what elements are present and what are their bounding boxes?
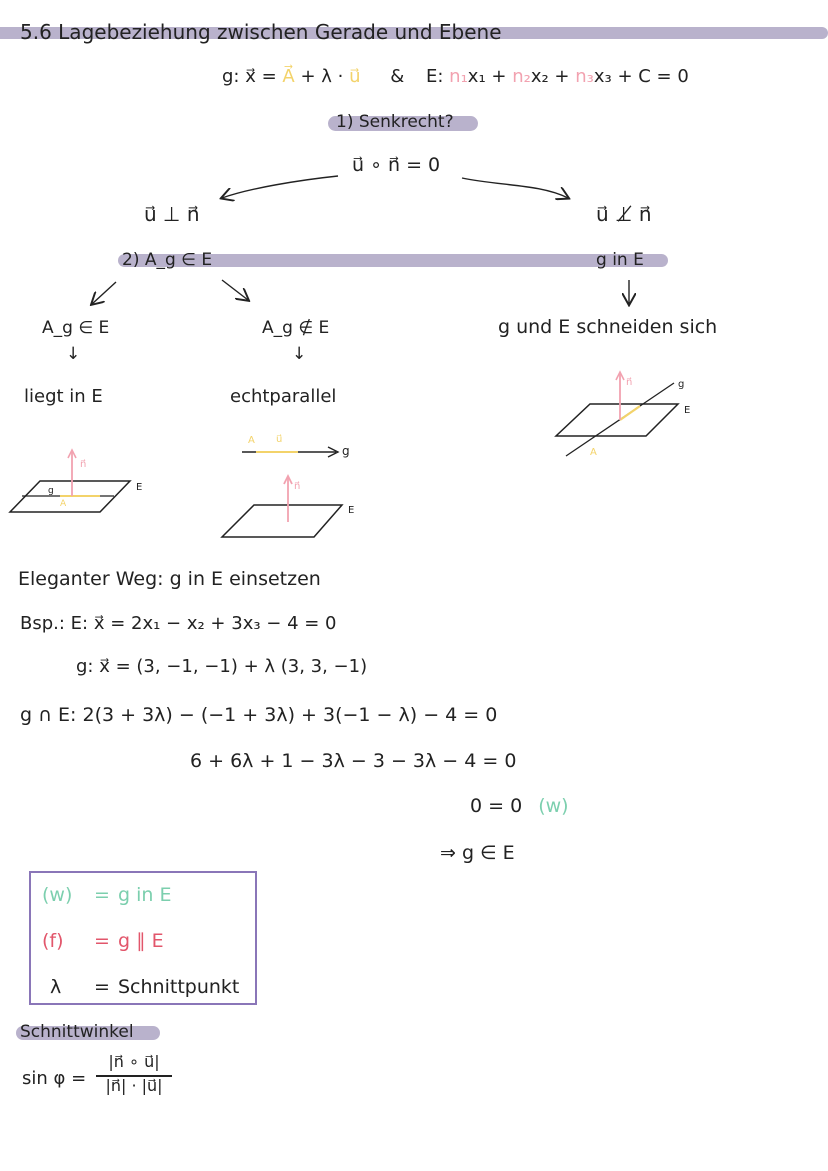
- sketch1-E-label: E: [136, 482, 143, 493]
- g-in-E-label: g in E: [596, 250, 644, 270]
- sketch1-g-label: g: [48, 486, 54, 496]
- legend-w-key: (w): [42, 884, 73, 906]
- page-title: 5.6 Lagebeziehung zwischen Gerade und Ebene: [20, 20, 502, 44]
- legend-lambda-val: Schnittpunkt: [118, 976, 240, 998]
- legend-f-key: (f): [42, 930, 64, 952]
- result-in-plane: liegt in E: [24, 386, 103, 407]
- x3-term: x₃ + C = 0: [593, 66, 689, 87]
- case-cut-label: g und E schneiden sich: [498, 316, 718, 338]
- dot-condition: u⃗ ∘ n⃗ = 0: [352, 154, 441, 176]
- calc-expanded: 6 + 6λ + 1 − 3λ − 3 − 3λ − 4 = 0: [190, 750, 517, 772]
- normal-n1: n₁: [449, 66, 468, 87]
- case-notin-arrow: ↓: [292, 344, 307, 364]
- calc-result: [470, 797, 569, 816]
- step2-label: 2) A_g ∈ E: [122, 250, 213, 270]
- sketch-line-in-plane: [10, 450, 130, 512]
- sketch2-u-label: u⃗: [276, 434, 283, 445]
- sketch-intersection: [556, 372, 678, 456]
- legend-lambda-key: λ: [50, 976, 62, 998]
- x1-term: x₁ +: [467, 66, 513, 87]
- arrow-to-case-notin: [222, 280, 248, 300]
- ampersand: &: [390, 66, 405, 87]
- angle-lhs: sin φ =: [22, 1068, 87, 1089]
- case-in-arrow: ↓: [66, 344, 81, 364]
- g-definition-lhs: g: x⃗ =: [222, 66, 283, 87]
- angle-numerator: |n⃗ ∘ u⃗|: [108, 1052, 160, 1071]
- E-definition-lhs: E:: [426, 66, 450, 87]
- calc-result-eq: 0 = 0: [470, 795, 523, 817]
- example-plane: Bsp.: E: x⃗ = 2x₁ − x₂ + 3x₃ − 4 = 0: [20, 613, 337, 634]
- sketch3-n-label: n⃗: [626, 377, 633, 388]
- sketch2-E-label: E: [348, 505, 355, 516]
- calc-substitution: g ∩ E: 2(3 + 3λ) − (−1 + 3λ) + 3(−1 − λ) − 4 = 0: [20, 704, 498, 726]
- normal-n3: n₃: [575, 66, 594, 87]
- sketch3-E-label: E: [684, 405, 691, 416]
- case-notin-label: A_g ∉ E: [262, 318, 330, 338]
- legend-w-eq: =: [94, 884, 110, 906]
- step1-label: 1) Senkrecht?: [336, 112, 454, 132]
- sketch1-A-label: A: [60, 499, 67, 509]
- case-in-label: A_g ∈ E: [42, 318, 110, 338]
- calc-result-tag: (w): [538, 795, 569, 817]
- legend-lambda-eq: =: [94, 976, 110, 998]
- angle-title: Schnittwinkel: [20, 1022, 134, 1042]
- arrow-to-not-perp: [462, 178, 568, 198]
- elegant-method: Eleganter Weg: g in E einsetzen: [18, 568, 321, 590]
- sketch3-A-label: A: [590, 447, 597, 458]
- sketch3-g-label: g: [678, 379, 685, 390]
- not-perp-label: u⃗ ⊥̸ n⃗: [596, 202, 652, 226]
- angle-denominator: |n⃗| · |u⃗|: [105, 1076, 163, 1095]
- support-vector-A: A⃗: [282, 66, 295, 87]
- sketch-parallel: [222, 447, 342, 537]
- normal-n2: n₂: [512, 66, 531, 87]
- legend-f-val: g ∥ E: [118, 930, 164, 952]
- example-line: g: x⃗ = (3, −1, −1) + λ (3, 3, −1): [76, 656, 368, 677]
- legend-f-eq: =: [94, 930, 110, 952]
- arrow-to-perp: [222, 176, 338, 198]
- direction-vector-u: u⃗: [349, 66, 361, 87]
- sketch2-g-label: g: [342, 444, 350, 458]
- x2-term: x₂ +: [530, 66, 576, 87]
- conclusion: ⇒ g ∈ E: [440, 842, 515, 864]
- result-parallel: echtparallel: [230, 386, 337, 407]
- arrow-to-case-in: [92, 282, 116, 304]
- legend-w-val: g in E: [118, 884, 172, 906]
- plus-lambda: + λ ·: [294, 66, 350, 87]
- perp-label: u⃗ ⊥ n⃗: [144, 202, 200, 226]
- sketch1-n-label: n⃗: [80, 459, 87, 470]
- sketch2-A-label: A: [248, 435, 255, 446]
- sketch2-n-label: n⃗: [294, 481, 301, 492]
